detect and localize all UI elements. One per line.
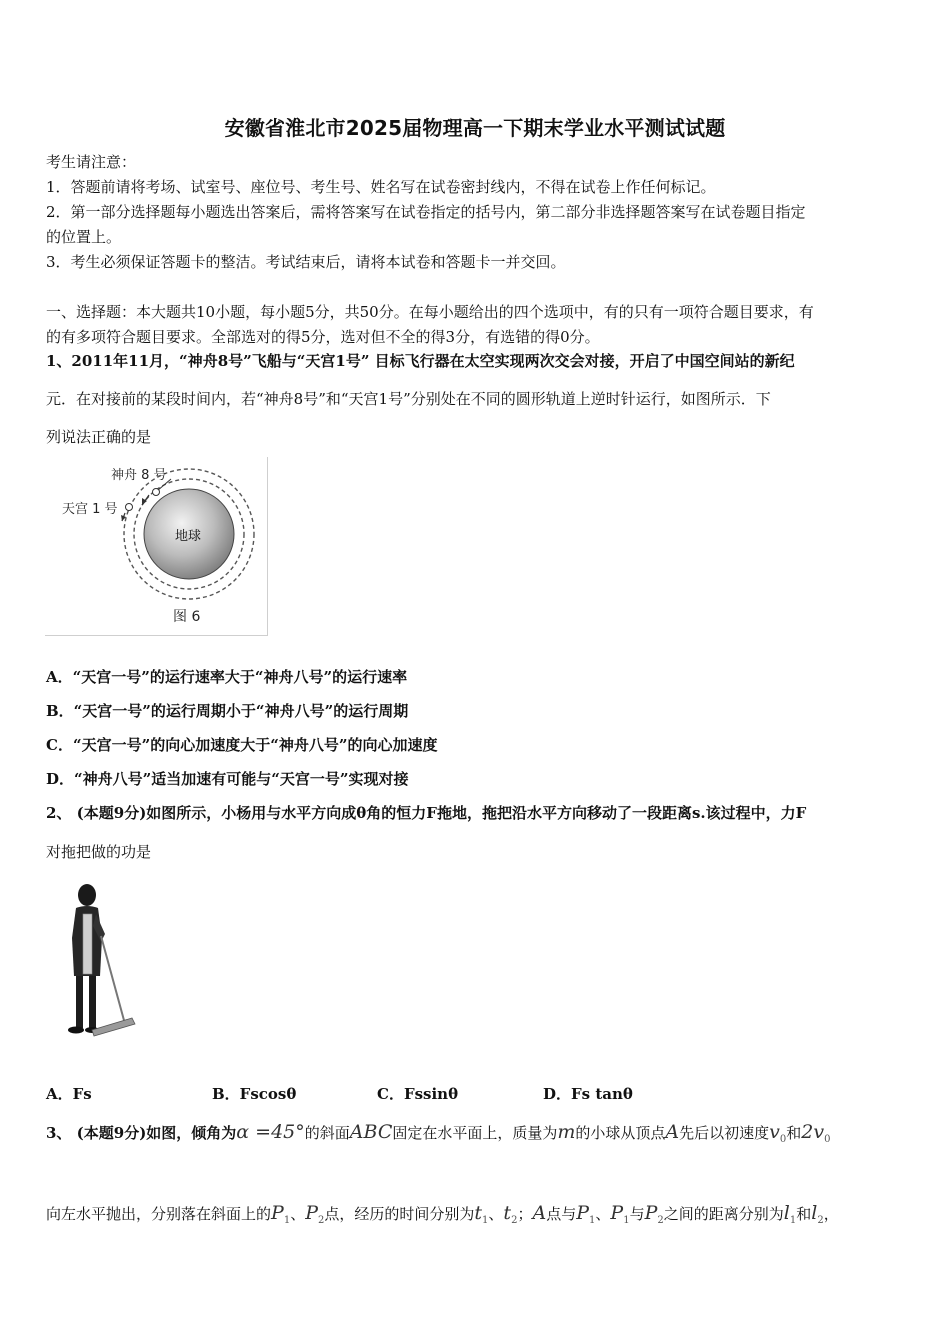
q3-sep-3: 、	[595, 1205, 611, 1223]
q3-incline-text: 的斜面	[304, 1124, 350, 1142]
q3-2v0: 2v	[801, 1121, 825, 1143]
mopping-person-drawing	[60, 878, 140, 1044]
q3-p2-b: P	[644, 1202, 658, 1224]
q3-p1-c-sub: 1	[623, 1215, 630, 1226]
exam-title: 安徽省淮北市2025届物理高一下期末学业水平测试试题	[224, 116, 726, 140]
q3-and: 和	[786, 1124, 802, 1142]
q1-line2: 元．在对接前的某段时间内，若“神舟8号”和“天宫1号”分别处在不同的圆形轨道上逆时针运行，如图所示．下	[46, 390, 771, 408]
q3-point-a-2: A	[532, 1202, 547, 1224]
q3-p1-b: P	[576, 1202, 589, 1224]
mop-head	[92, 1018, 135, 1036]
section1-line2: 的有多项符合题目要求。全部选对的得5分，选对但不全的得3分，有选错的得0分。	[46, 328, 600, 346]
mop-handle	[101, 936, 125, 1024]
person-apron	[83, 914, 92, 974]
figure-caption: 图 6	[173, 609, 201, 625]
q3-line2-d: 之间的距离分别为	[663, 1205, 784, 1223]
person-leg-right	[89, 976, 96, 1028]
q1-option-b: B．“天宫一号”的运行周期小于“神舟八号”的运行周期	[46, 702, 409, 720]
orbit-figure	[45, 457, 268, 636]
q3-t1: t	[474, 1202, 483, 1224]
q3-v0: v	[769, 1121, 780, 1143]
q3-p2: P	[305, 1202, 318, 1224]
q3-with: 与	[629, 1205, 645, 1223]
q2-option-b: B．Fscosθ	[212, 1085, 297, 1103]
q3-sep-1: 、	[290, 1205, 306, 1223]
label-earth: 地球	[175, 529, 202, 544]
q1-line3: 列说法正确的是	[46, 428, 152, 446]
q1-option-c: C．“天宫一号”的向心加速度大于“神舟八号”的向心加速度	[46, 736, 438, 754]
q2-option-a: A．Fs	[46, 1085, 92, 1103]
q3-v0-sub: 0	[779, 1134, 787, 1145]
label-shenzhou: 神舟 8 号	[111, 468, 167, 483]
q2-option-c: C．Fssinθ	[377, 1085, 459, 1103]
q1-option-a: A．“天宫一号”的运行速率大于“神舟八号”的运行速率	[46, 668, 408, 686]
label-tiangong: 天宫 1 号	[62, 502, 118, 517]
q3-l1: l	[783, 1202, 790, 1224]
q1-option-d: D．“神舟八号”适当加速有可能与“天宫一号”实现对接	[46, 770, 409, 788]
q3-ball-text: 的小球从顶点	[575, 1124, 666, 1142]
q3-line2-end: 和	[796, 1205, 812, 1223]
q2-line1: 2、 (本题9分)如图所示，小杨用与水平方向成θ角的恒力F拖地，拖把沿水平方向移动了一段距离s.该过程中，力F	[46, 804, 807, 822]
q3-line2-a: 向左水平抛出，分别落在斜面上的	[46, 1205, 272, 1223]
q3-p2-sub: 2	[318, 1215, 325, 1226]
q3-t2: t	[503, 1202, 512, 1224]
q3-alpha: α =45°	[236, 1121, 305, 1143]
q3-semicolon: ；	[517, 1205, 533, 1223]
mopping-person-figure	[60, 878, 140, 1044]
person-leg-left	[76, 976, 83, 1028]
q3-fixed-text: 固定在水平面上，质量为	[392, 1124, 558, 1142]
q3-t2-sub: 2	[511, 1215, 518, 1226]
q1-line1: 1、2011年11月，“神舟8号”飞船与“天宫1号” 目标飞行器在太空实现两次交会对接，开启了中国空间站的新纪	[46, 352, 795, 370]
q3-comma: ，	[823, 1205, 839, 1223]
notice-item-3: 3．考生必须保证答题卡的整洁。考试结束后，请将本试卷和答题卡一并交回。	[46, 253, 566, 271]
q2-option-d: D．Fs tanθ	[543, 1085, 633, 1103]
person-shoe-left	[68, 1027, 84, 1034]
q3-m: m	[557, 1121, 576, 1143]
q3-p1-b-sub: 1	[589, 1215, 596, 1226]
q3-p1-c: P	[610, 1202, 624, 1224]
notice-item-1: 1．答题前请将考场、试室号、座位号、考生号、姓名写在试卷密封线内，不得在试卷上作任何标记。	[46, 178, 716, 196]
person-head	[78, 884, 96, 906]
q3-l1-sub: 1	[789, 1215, 797, 1226]
q3-line2	[46, 1203, 839, 1227]
q3-abc: ABC	[349, 1121, 393, 1143]
q3-line2-b: 点，经历的时间分别为	[324, 1205, 475, 1223]
section1-line1: 一、选择题：本大题共10小题，每小题5分，共50分。在每小题给出的四个选项中，有的只有一项符合题目要求，有	[46, 303, 814, 321]
q3-line1	[46, 1122, 831, 1146]
orbit-diagram	[45, 457, 267, 635]
q3-l2-sub: 2	[817, 1215, 824, 1226]
q3-point-a: A	[665, 1121, 680, 1143]
craft-shenzhou	[153, 489, 160, 496]
notice-heading: 考生请注意：	[46, 153, 137, 171]
q3-p2-b-sub: 2	[657, 1215, 664, 1226]
q3-p1-sub: 1	[283, 1215, 291, 1226]
q3-l2: l	[811, 1202, 818, 1224]
q3-2v0-sub: 0	[824, 1134, 831, 1145]
q3-p1: P	[271, 1202, 284, 1224]
q3-intro: 3、 (本题9分)如图，倾角为	[46, 1124, 237, 1142]
q3-t1-sub: 1	[482, 1215, 489, 1226]
q2-line2: 对拖把做的功是	[46, 843, 152, 861]
q3-line2-c: 点与	[546, 1205, 577, 1223]
notice-item-2b: 的位置上。	[46, 228, 122, 246]
craft-tiangong	[126, 504, 133, 511]
q3-sep-2: 、	[488, 1205, 504, 1223]
notice-item-2a: 2．第一部分选择题每小题选出答案后，需将答案写在试卷指定的括号内，第二部分非选择题答案写在试卷题目指定	[46, 203, 806, 221]
q3-speed-text: 先后以初速度	[679, 1124, 770, 1142]
